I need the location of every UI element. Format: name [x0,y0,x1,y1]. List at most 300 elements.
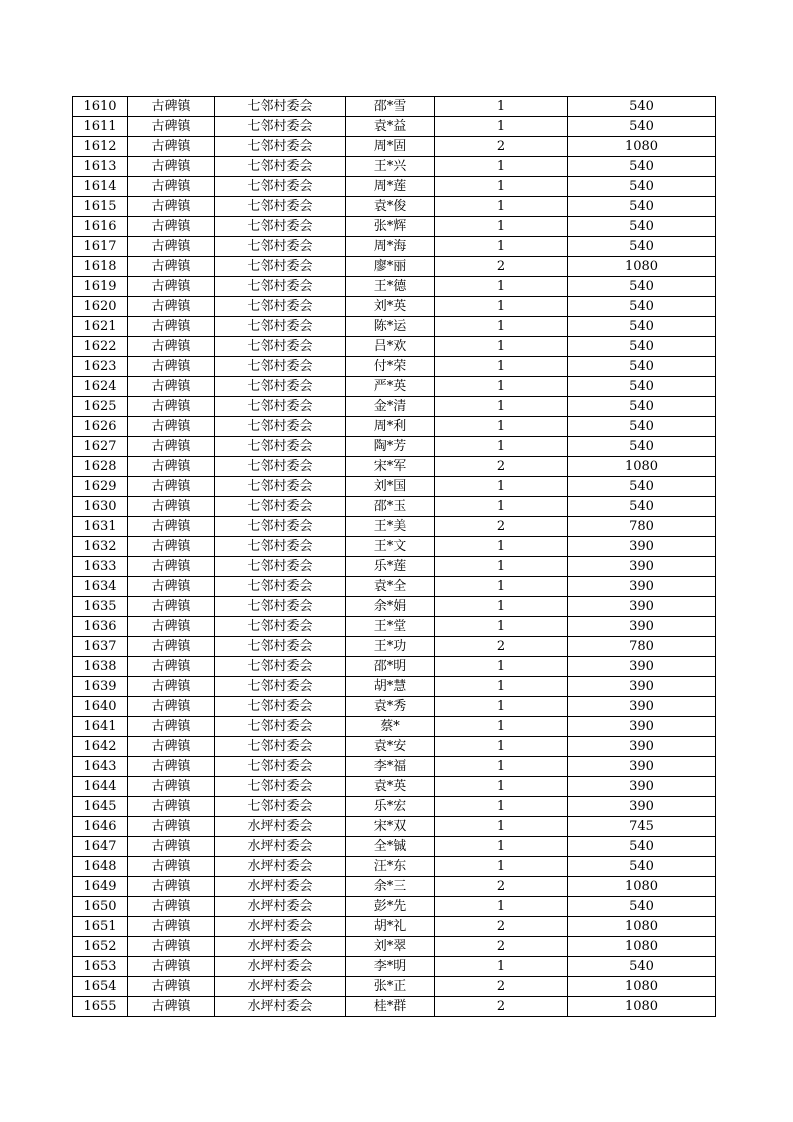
table-row [73,677,716,697]
name-cell: 彭*先 [346,897,435,917]
town-cell: 古碑镇 [128,197,215,217]
table-row [73,177,716,197]
name-cell: 周*利 [346,417,435,437]
town-cell: 古碑镇 [128,737,215,757]
name-cell: 周*莲 [346,177,435,197]
amount-cell: 540 [568,317,716,337]
amount-cell: 540 [568,277,716,297]
row-number-cell: 1636 [73,617,128,637]
table-row [73,337,716,357]
village-committee-cell: 七邻村委会 [215,577,346,597]
count-cell: 1 [435,497,568,517]
town-cell: 古碑镇 [128,437,215,457]
village-committee-cell: 七邻村委会 [215,477,346,497]
count-cell: 1 [435,117,568,137]
town-cell: 古碑镇 [128,757,215,777]
name-cell: 王*文 [346,537,435,557]
village-committee-cell: 水坪村委会 [215,937,346,957]
amount-cell: 540 [568,437,716,457]
count-cell: 1 [435,557,568,577]
table-row [73,697,716,717]
town-cell: 古碑镇 [128,97,215,117]
amount-cell: 540 [568,117,716,137]
amount-cell: 1080 [568,137,716,157]
count-cell: 1 [435,717,568,737]
town-cell: 古碑镇 [128,617,215,637]
row-number-cell: 1624 [73,377,128,397]
row-number-cell: 1616 [73,217,128,237]
row-number-cell: 1642 [73,737,128,757]
table-row [73,797,716,817]
amount-cell: 780 [568,637,716,657]
town-cell: 古碑镇 [128,717,215,737]
count-cell: 1 [435,897,568,917]
count-cell: 1 [435,197,568,217]
row-number-cell: 1649 [73,877,128,897]
name-cell: 桂*群 [346,997,435,1017]
count-cell: 1 [435,817,568,837]
name-cell: 陶*芳 [346,437,435,457]
village-committee-cell: 水坪村委会 [215,997,346,1017]
village-committee-cell: 七邻村委会 [215,317,346,337]
row-number-cell: 1653 [73,957,128,977]
count-cell: 1 [435,237,568,257]
name-cell: 邵*雪 [346,97,435,117]
village-committee-cell: 水坪村委会 [215,857,346,877]
table-row [73,277,716,297]
amount-cell: 390 [568,777,716,797]
village-committee-cell: 水坪村委会 [215,957,346,977]
town-cell: 古碑镇 [128,317,215,337]
amount-cell: 540 [568,197,716,217]
count-cell: 1 [435,217,568,237]
town-cell: 古碑镇 [128,137,215,157]
row-number-cell: 1632 [73,537,128,557]
table-row [73,117,716,137]
village-committee-cell: 七邻村委会 [215,737,346,757]
amount-cell: 1080 [568,917,716,937]
amount-cell: 390 [568,797,716,817]
town-cell: 古碑镇 [128,457,215,477]
name-cell: 全*铖 [346,837,435,857]
village-committee-cell: 七邻村委会 [215,397,346,417]
village-committee-cell: 七邻村委会 [215,197,346,217]
village-committee-cell: 水坪村委会 [215,817,346,837]
name-cell: 蔡* [346,717,435,737]
village-committee-cell: 七邻村委会 [215,377,346,397]
table-row [73,297,716,317]
row-number-cell: 1647 [73,837,128,857]
count-cell: 2 [435,637,568,657]
count-cell: 2 [435,997,568,1017]
town-cell: 古碑镇 [128,817,215,837]
row-number-cell: 1655 [73,997,128,1017]
table-row [73,717,716,737]
count-cell: 1 [435,777,568,797]
name-cell: 袁*英 [346,777,435,797]
amount-cell: 1080 [568,877,716,897]
village-committee-cell: 七邻村委会 [215,697,346,717]
count-cell: 1 [435,437,568,457]
row-number-cell: 1631 [73,517,128,537]
town-cell: 古碑镇 [128,877,215,897]
row-number-cell: 1627 [73,437,128,457]
village-committee-cell: 七邻村委会 [215,597,346,617]
town-cell: 古碑镇 [128,597,215,617]
name-cell: 宋*双 [346,817,435,837]
amount-cell: 1080 [568,997,716,1017]
name-cell: 李*福 [346,757,435,777]
village-committee-cell: 七邻村委会 [215,357,346,377]
count-cell: 1 [435,737,568,757]
village-committee-cell: 七邻村委会 [215,417,346,437]
name-cell: 余*三 [346,877,435,897]
row-number-cell: 1611 [73,117,128,137]
table-row [73,857,716,877]
row-number-cell: 1639 [73,677,128,697]
table-row [73,217,716,237]
count-cell: 2 [435,137,568,157]
amount-cell: 1080 [568,257,716,277]
name-cell: 刘*国 [346,477,435,497]
table-row [73,377,716,397]
name-cell: 王*美 [346,517,435,537]
amount-cell: 390 [568,617,716,637]
town-cell: 古碑镇 [128,977,215,997]
row-number-cell: 1622 [73,337,128,357]
amount-cell: 540 [568,897,716,917]
town-cell: 古碑镇 [128,477,215,497]
village-committee-cell: 七邻村委会 [215,137,346,157]
town-cell: 古碑镇 [128,157,215,177]
amount-cell: 540 [568,837,716,857]
amount-cell: 390 [568,557,716,577]
amount-cell: 390 [568,597,716,617]
row-number-cell: 1641 [73,717,128,737]
town-cell: 古碑镇 [128,177,215,197]
count-cell: 2 [435,937,568,957]
amount-cell: 540 [568,477,716,497]
count-cell: 1 [435,857,568,877]
count-cell: 2 [435,457,568,477]
name-cell: 袁*秀 [346,697,435,717]
table-row [73,357,716,377]
count-cell: 1 [435,477,568,497]
town-cell: 古碑镇 [128,897,215,917]
count-cell: 2 [435,877,568,897]
table-row [73,917,716,937]
count-cell: 2 [435,257,568,277]
table-row [73,617,716,637]
row-number-cell: 1640 [73,697,128,717]
amount-cell: 540 [568,497,716,517]
amount-cell: 1080 [568,977,716,997]
table-row [73,837,716,857]
row-number-cell: 1615 [73,197,128,217]
row-number-cell: 1625 [73,397,128,417]
village-committee-cell: 七邻村委会 [215,797,346,817]
town-cell: 古碑镇 [128,277,215,297]
name-cell: 周*海 [346,237,435,257]
town-cell: 古碑镇 [128,637,215,657]
town-cell: 古碑镇 [128,797,215,817]
village-committee-cell: 七邻村委会 [215,177,346,197]
name-cell: 陈*运 [346,317,435,337]
count-cell: 1 [435,657,568,677]
table-row [73,817,716,837]
town-cell: 古碑镇 [128,337,215,357]
amount-cell: 390 [568,657,716,677]
village-committee-cell: 七邻村委会 [215,497,346,517]
name-cell: 宋*军 [346,457,435,477]
table-row [73,97,716,117]
village-committee-cell: 七邻村委会 [215,157,346,177]
count-cell: 2 [435,517,568,537]
row-number-cell: 1648 [73,857,128,877]
table-row [73,137,716,157]
amount-cell: 390 [568,717,716,737]
table-row [73,457,716,477]
name-cell: 刘*翠 [346,937,435,957]
name-cell: 吕*欢 [346,337,435,357]
row-number-cell: 1614 [73,177,128,197]
town-cell: 古碑镇 [128,677,215,697]
town-cell: 古碑镇 [128,857,215,877]
town-cell: 古碑镇 [128,577,215,597]
table-row [73,997,716,1017]
row-number-cell: 1619 [73,277,128,297]
town-cell: 古碑镇 [128,957,215,977]
amount-cell: 1080 [568,457,716,477]
amount-cell: 540 [568,237,716,257]
count-cell: 1 [435,697,568,717]
name-cell: 乐*莲 [346,557,435,577]
count-cell: 1 [435,157,568,177]
amount-cell: 780 [568,517,716,537]
table-row [73,977,716,997]
row-number-cell: 1654 [73,977,128,997]
table-row [73,577,716,597]
count-cell: 1 [435,597,568,617]
village-committee-cell: 水坪村委会 [215,837,346,857]
village-committee-cell: 七邻村委会 [215,517,346,537]
village-committee-cell: 水坪村委会 [215,877,346,897]
count-cell: 1 [435,337,568,357]
table-row [73,637,716,657]
count-cell: 1 [435,177,568,197]
amount-cell: 390 [568,677,716,697]
count-cell: 1 [435,837,568,857]
amount-cell: 540 [568,357,716,377]
table-row [73,757,716,777]
count-cell: 1 [435,537,568,557]
count-cell: 1 [435,297,568,317]
name-cell: 袁*安 [346,737,435,757]
amount-cell: 540 [568,957,716,977]
table-row [73,157,716,177]
village-committee-cell: 七邻村委会 [215,557,346,577]
row-number-cell: 1612 [73,137,128,157]
town-cell: 古碑镇 [128,257,215,277]
table-row [73,317,716,337]
amount-cell: 390 [568,537,716,557]
count-cell: 1 [435,417,568,437]
table-body [73,97,716,1017]
count-cell: 1 [435,677,568,697]
row-number-cell: 1629 [73,477,128,497]
table-row [73,477,716,497]
village-committee-cell: 七邻村委会 [215,297,346,317]
count-cell: 1 [435,357,568,377]
town-cell: 古碑镇 [128,917,215,937]
table-row [73,937,716,957]
count-cell: 1 [435,377,568,397]
village-committee-cell: 水坪村委会 [215,917,346,937]
village-committee-cell: 七邻村委会 [215,277,346,297]
count-cell: 1 [435,957,568,977]
village-committee-cell: 七邻村委会 [215,437,346,457]
name-cell: 袁*益 [346,117,435,137]
name-cell: 王*兴 [346,157,435,177]
name-cell: 胡*慧 [346,677,435,697]
town-cell: 古碑镇 [128,357,215,377]
table-row [73,957,716,977]
name-cell: 乐*宏 [346,797,435,817]
count-cell: 1 [435,97,568,117]
village-committee-cell: 七邻村委会 [215,337,346,357]
town-cell: 古碑镇 [128,397,215,417]
name-cell: 王*堂 [346,617,435,637]
row-number-cell: 1620 [73,297,128,317]
name-cell: 严*英 [346,377,435,397]
count-cell: 1 [435,617,568,637]
count-cell: 1 [435,797,568,817]
town-cell: 古碑镇 [128,377,215,397]
count-cell: 1 [435,317,568,337]
amount-cell: 540 [568,397,716,417]
town-cell: 古碑镇 [128,417,215,437]
town-cell: 古碑镇 [128,997,215,1017]
row-number-cell: 1646 [73,817,128,837]
amount-cell: 540 [568,97,716,117]
row-number-cell: 1610 [73,97,128,117]
name-cell: 邵*玉 [346,497,435,517]
row-number-cell: 1618 [73,257,128,277]
row-number-cell: 1635 [73,597,128,617]
row-number-cell: 1652 [73,937,128,957]
amount-cell: 540 [568,217,716,237]
name-cell: 张*辉 [346,217,435,237]
count-cell: 2 [435,977,568,997]
table-row [73,537,716,557]
name-cell: 金*清 [346,397,435,417]
row-number-cell: 1650 [73,897,128,917]
row-number-cell: 1628 [73,457,128,477]
town-cell: 古碑镇 [128,297,215,317]
amount-cell: 540 [568,337,716,357]
count-cell: 1 [435,277,568,297]
count-cell: 2 [435,917,568,937]
village-committee-cell: 水坪村委会 [215,897,346,917]
town-cell: 古碑镇 [128,557,215,577]
amount-cell: 540 [568,297,716,317]
town-cell: 古碑镇 [128,837,215,857]
row-number-cell: 1651 [73,917,128,937]
name-cell: 王*功 [346,637,435,657]
table-row [73,557,716,577]
count-cell: 1 [435,577,568,597]
village-committee-cell: 七邻村委会 [215,657,346,677]
village-committee-cell: 七邻村委会 [215,97,346,117]
amount-cell: 390 [568,577,716,597]
town-cell: 古碑镇 [128,657,215,677]
village-committee-cell: 七邻村委会 [215,237,346,257]
row-number-cell: 1643 [73,757,128,777]
table-row [73,657,716,677]
town-cell: 古碑镇 [128,537,215,557]
name-cell: 廖*丽 [346,257,435,277]
village-committee-cell: 水坪村委会 [215,977,346,997]
row-number-cell: 1637 [73,637,128,657]
count-cell: 1 [435,757,568,777]
name-cell: 袁*俊 [346,197,435,217]
town-cell: 古碑镇 [128,517,215,537]
amount-cell: 390 [568,757,716,777]
table-row [73,777,716,797]
table-row [73,257,716,277]
table-row [73,737,716,757]
amount-cell: 745 [568,817,716,837]
table-row [73,437,716,457]
town-cell: 古碑镇 [128,937,215,957]
town-cell: 古碑镇 [128,117,215,137]
table-row [73,397,716,417]
amount-cell: 540 [568,157,716,177]
amount-cell: 540 [568,857,716,877]
row-number-cell: 1626 [73,417,128,437]
name-cell: 李*明 [346,957,435,977]
village-committee-cell: 七邻村委会 [215,717,346,737]
row-number-cell: 1644 [73,777,128,797]
subsidy-table [72,96,716,1017]
name-cell: 袁*全 [346,577,435,597]
village-committee-cell: 七邻村委会 [215,617,346,637]
town-cell: 古碑镇 [128,237,215,257]
name-cell: 周*固 [346,137,435,157]
name-cell: 余*娟 [346,597,435,617]
row-number-cell: 1617 [73,237,128,257]
amount-cell: 540 [568,417,716,437]
town-cell: 古碑镇 [128,217,215,237]
village-committee-cell: 七邻村委会 [215,117,346,137]
name-cell: 付*荣 [346,357,435,377]
table-row [73,897,716,917]
table-row [73,497,716,517]
amount-cell: 540 [568,377,716,397]
town-cell: 古碑镇 [128,777,215,797]
row-number-cell: 1623 [73,357,128,377]
village-committee-cell: 七邻村委会 [215,257,346,277]
village-committee-cell: 七邻村委会 [215,677,346,697]
name-cell: 胡*礼 [346,917,435,937]
row-number-cell: 1638 [73,657,128,677]
amount-cell: 390 [568,737,716,757]
town-cell: 古碑镇 [128,697,215,717]
row-number-cell: 1630 [73,497,128,517]
row-number-cell: 1633 [73,557,128,577]
row-number-cell: 1621 [73,317,128,337]
amount-cell: 390 [568,697,716,717]
